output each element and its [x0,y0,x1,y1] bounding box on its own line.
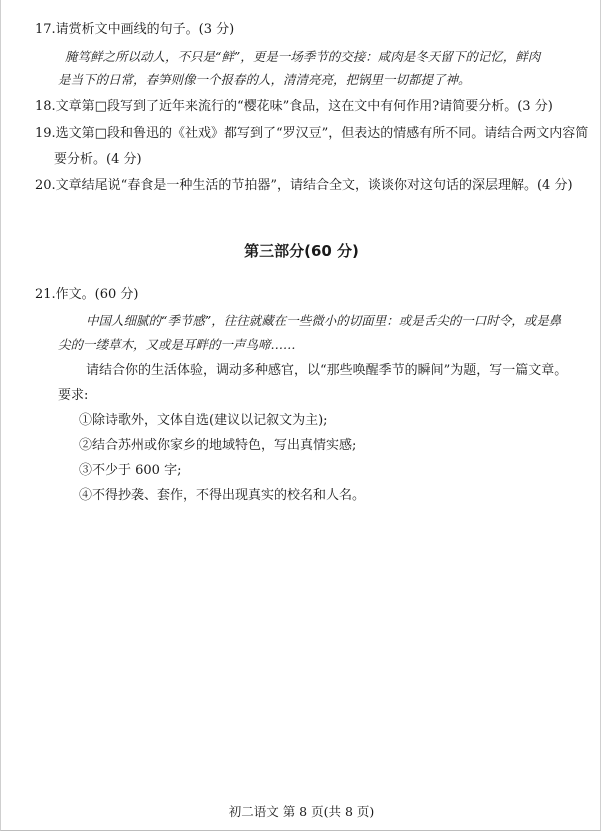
requirement-item: ①除诗歌外，文体自选(建议以记叙文为主); [79,413,328,428]
question-19-line-2: 要分析。(4 分) [54,152,142,167]
question-17-quote-line-1: 腌笃鲜之所以动人，不只是“鲜”，更是一场季节的交接：咸肉是冬天留下的记忆，鲜肉 [65,49,541,64]
section-title-part-3: 第三部分(60 分) [244,242,359,260]
question-18: 18.文章第□段写到了近年来流行的“樱花味”食品，这在文中有何作用?请简要分析。(3 分) [35,99,553,114]
question-19-line-1: 19.选文第□段和鲁迅的《社戏》都写到了“罗汉豆”，但表达的情感有所不同。请结合两文内容简 [35,126,589,141]
essay-instruction: 请结合你的生活体验，调动多种感官，以“那些唤醒季节的瞬间”为题，写一篇文章。 [86,363,568,378]
essay-prompt-line-1: 中国人细腻的“季节感”，往往就藏在一些微小的切面里：或是舌尖的一口时令，或是鼻 [86,313,562,328]
requirement-item: ③不少于 600 字; [79,463,182,478]
requirement-item: ②结合苏州或你家乡的地域特色，写出真情实感; [79,438,357,453]
question-17: 17.请赏析文中画线的句子。(3 分) [35,22,235,37]
requirements-label: 要求: [58,388,89,403]
requirement-item: ④不得抄袭、套作，不得出现真实的校名和人名。 [79,488,366,503]
question-21: 21.作文。(60 分) [35,287,139,302]
essay-prompt-line-2: 尖的一缕草木，又或是耳畔的一声鸟啼…… [58,337,296,352]
question-17-quote-line-2: 是当下的日常，春笋则像一个报春的人，清清亮亮，把锅里一切都提了神。 [58,72,471,87]
question-20: 20.文章结尾说“春食是一种生活的节拍器”，请结合全文，谈谈你对这句话的深层理解。(4 分) [35,178,573,193]
page-footer: 初二语文 第 8 页(共 8 页) [228,804,375,819]
